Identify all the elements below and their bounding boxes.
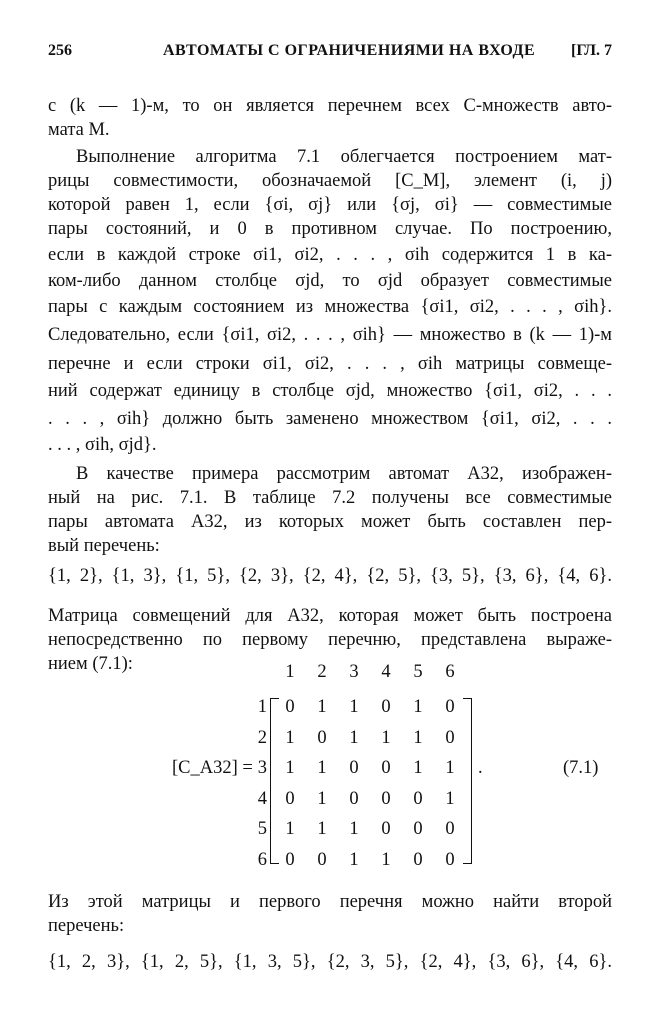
matrix-label: [C_A32] = (172, 758, 253, 778)
body-line: мата M. (48, 120, 110, 140)
body-line: пары с каждым состоянием из множества {σi1, σi2, . . . , σih}. (48, 297, 612, 317)
body-line: рицы совместимости, обозначаемой [C_M], элемент (i, j) (48, 171, 612, 191)
body-line: В качестве примера рассмотрим автомат A32, изображен- (76, 464, 612, 484)
matrix-cell: 1 (445, 788, 455, 809)
matrix-cell: 0 (317, 727, 327, 748)
matrix-cell: 1 (349, 819, 359, 839)
matrix-cell: 1 (317, 697, 327, 717)
matrix-cell: 0 (445, 819, 455, 839)
matrix-cell: 1 (381, 727, 391, 748)
matrix-cell: 1 (317, 788, 327, 809)
running-title: АВТОМАТЫ С ОГРАНИЧЕНИЯМИ НА ВХОДЕ (163, 42, 536, 59)
body-line: . . . , σih, σjd}. (48, 435, 157, 455)
matrix-cell: 1 (349, 727, 359, 748)
matrix-row-header: 3 (257, 758, 267, 778)
matrix-cell: 1 (413, 727, 423, 748)
matrix-column-header: 2 (317, 662, 327, 682)
matrix-cell: 1 (317, 819, 327, 839)
matrix-cell: 1 (317, 758, 327, 778)
first-list: {1, 2}, {1, 3}, {1, 5}, {2, 3}, {2, 4}, {2, 5}, {3, 5}, {3, 6}, {4, 6}. (48, 566, 612, 586)
matrix-row-header: 1 (257, 697, 267, 717)
body-line: непосредственно по первому перечню, представлена выраже- (48, 630, 612, 650)
matrix-cell: 1 (445, 758, 455, 778)
matrix-column-header: 5 (413, 662, 423, 682)
matrix-left-bracket (270, 698, 279, 864)
matrix-row-header: 6 (257, 849, 267, 870)
matrix-cell: 1 (285, 758, 295, 778)
body-line: ний содержат единицу в столбце σjd, множество {σi1, σi2, . . . (48, 381, 612, 401)
chapter-label: [ГЛ. 7 (570, 42, 612, 59)
equation-number: (7.1) (563, 758, 599, 778)
matrix-column-header: 1 (285, 662, 295, 682)
matrix-cell: 1 (381, 849, 391, 870)
matrix-column-header: 6 (445, 662, 455, 682)
matrix-cell: 0 (349, 758, 359, 778)
body-line: которой равен 1, если {σi, σj} или {σj, σi} — совместимые (48, 195, 612, 215)
matrix-cell: 1 (413, 758, 423, 778)
body-line: перечне и если строки σi1, σi2, . . . , σih матрицы совмеще- (48, 354, 612, 374)
body-line: нием (7.1): (48, 654, 133, 674)
matrix-cell: 1 (285, 727, 295, 748)
body-line: вый перечень: (48, 536, 160, 556)
matrix-cell: 1 (285, 819, 295, 839)
body-line: Выполнение алгоритма 7.1 облегчается построением мат- (76, 147, 612, 167)
matrix-cell: 0 (317, 849, 327, 870)
body-line: Из этой матрицы и первого перечня можно найти второй (48, 892, 612, 912)
body-line: перечень: (48, 916, 125, 936)
body-line: если в каждой строке σi1, σi2, . . . , σih содержится 1 в ка- (48, 245, 612, 265)
body-line: пары состояний, и 0 в противном случае. По построению, (48, 219, 612, 239)
matrix-cell: 0 (413, 849, 423, 870)
body-line: . . . , σih} должно быть заменено множеством {σi1, σi2, . . . (48, 409, 612, 429)
matrix-cell: 0 (381, 697, 391, 717)
matrix-cell: 0 (381, 758, 391, 778)
matrix-cell: 1 (413, 697, 423, 717)
body-line: Матрица совмещений для A32, которая может быть построена (48, 606, 612, 626)
body-line: ком-либо данном столбце σjd, то σjd образует совместимые (48, 271, 612, 291)
matrix-cell: 0 (285, 788, 295, 809)
matrix-column-header: 4 (381, 662, 391, 682)
matrix-row-header: 2 (257, 727, 267, 748)
matrix-cell: 0 (413, 788, 423, 809)
matrix-cell: 0 (285, 697, 295, 717)
body-line: с (k — 1)-м, то он является перечнем всех C-множеств авто- (48, 96, 612, 116)
body-line: Следовательно, если {σi1, σi2, . . . , σih} — множество в (k — 1)-м (48, 325, 612, 345)
matrix-cell: 1 (349, 849, 359, 870)
matrix-cell: 0 (381, 819, 391, 839)
matrix-cell: 0 (445, 727, 455, 748)
body-line: ный на рис. 7.1. В таблице 7.2 получены все совместимые (48, 488, 612, 508)
body-line: пары автомата A32, из которых может быть составлен пер- (48, 512, 612, 532)
matrix-cell: 0 (381, 788, 391, 809)
matrix-cell: 0 (445, 697, 455, 717)
matrix-right-bracket (463, 698, 472, 864)
matrix-cell: 1 (349, 697, 359, 717)
matrix-row-header: 4 (257, 788, 267, 809)
matrix-cell: 0 (349, 788, 359, 809)
matrix-row-header: 5 (257, 819, 267, 839)
matrix-column-header: 3 (349, 662, 359, 682)
matrix-trailing-period: . (478, 758, 483, 778)
matrix-cell: 0 (445, 849, 455, 870)
matrix-cell: 0 (413, 819, 423, 839)
second-list: {1, 2, 3}, {1, 2, 5}, {1, 3, 5}, {2, 3, 5}, {2, 4}, {3, 6}, {4, 6}. (48, 952, 612, 972)
matrix-cell: 0 (285, 849, 295, 870)
page-number: 256 (48, 42, 72, 59)
